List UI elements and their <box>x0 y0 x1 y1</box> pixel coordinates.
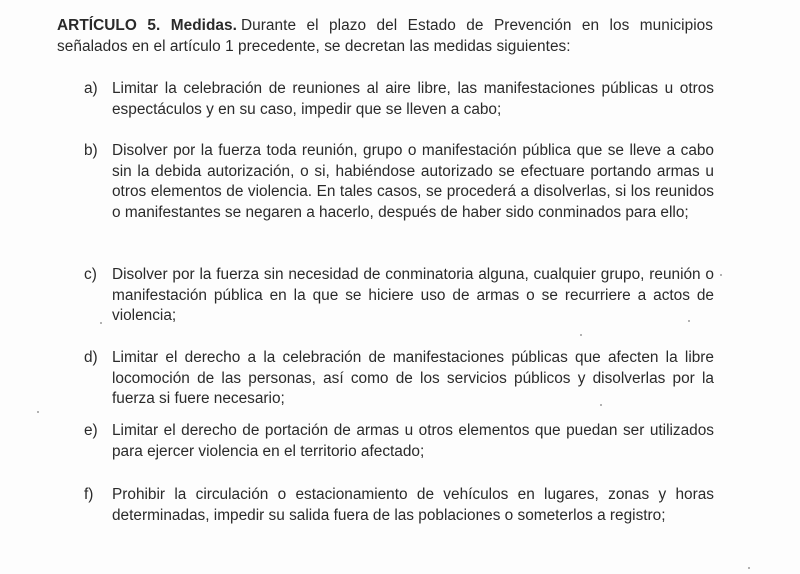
article-intro: Durante el plazo del Estado de Prevención en los municipios señalados en el artículo 1 precedente, se decretan las medidas siguientes: <box>57 17 714 55</box>
item-text: Limitar el derecho a la celebración de manifestaciones públicas que afecten la libre locomoción de las personas, así como de los servicios públicos y disolverlas por la fuerza si fuere necesario; <box>112 349 714 407</box>
item-letter: d) <box>84 349 98 366</box>
scan-speck <box>720 274 722 276</box>
item-letter: b) <box>84 142 98 159</box>
scan-speck <box>100 322 102 324</box>
item-letter: f) <box>84 486 94 503</box>
scan-speck <box>688 320 690 322</box>
article-paragraph <box>57 16 713 57</box>
item-text: Limitar el derecho de portación de armas u otros elementos que puedan ser utilizados para ejercer violencia en el territorio afectado; <box>112 422 714 460</box>
item-letter: c) <box>84 266 97 283</box>
item-text: Prohibir la circulación o estacionamiento de vehículos en lugares, zonas y horas determinadas, impedir su salida fuera de las poblaciones o someterlos a registro; <box>112 486 714 524</box>
item-letter: a) <box>84 80 98 97</box>
article-heading: ARTÍCULO 5. Medidas. <box>57 17 237 34</box>
item-letter: e) <box>84 422 98 439</box>
item-text: Disolver por la fuerza toda reunión, grupo o manifestación pública que se lleve a cabo sin la debida autorización, o si, habiéndose autorizado se efectuare portando armas u otros elementos de violencia. En tales casos, se procederá a disolverlas, si los reunidos o manifestantes se negaren a hacerlo, después de haber sido conminados para ello; <box>112 142 714 221</box>
item-text: Limitar la celebración de reuniones al aire libre, las manifestaciones públicas u otros espectáculos y en su caso, impedir que se lleven a cabo; <box>112 80 714 118</box>
scan-speck <box>600 404 602 406</box>
scan-speck <box>748 567 750 569</box>
scan-speck <box>37 411 39 413</box>
scan-speck <box>580 334 582 336</box>
item-text: Disolver por la fuerza sin necesidad de conminatoria alguna, cualquier grupo, reunión o manifestación pública en la que se hiciere uso de armas o se recurriere a actos de violencia; <box>112 266 714 324</box>
